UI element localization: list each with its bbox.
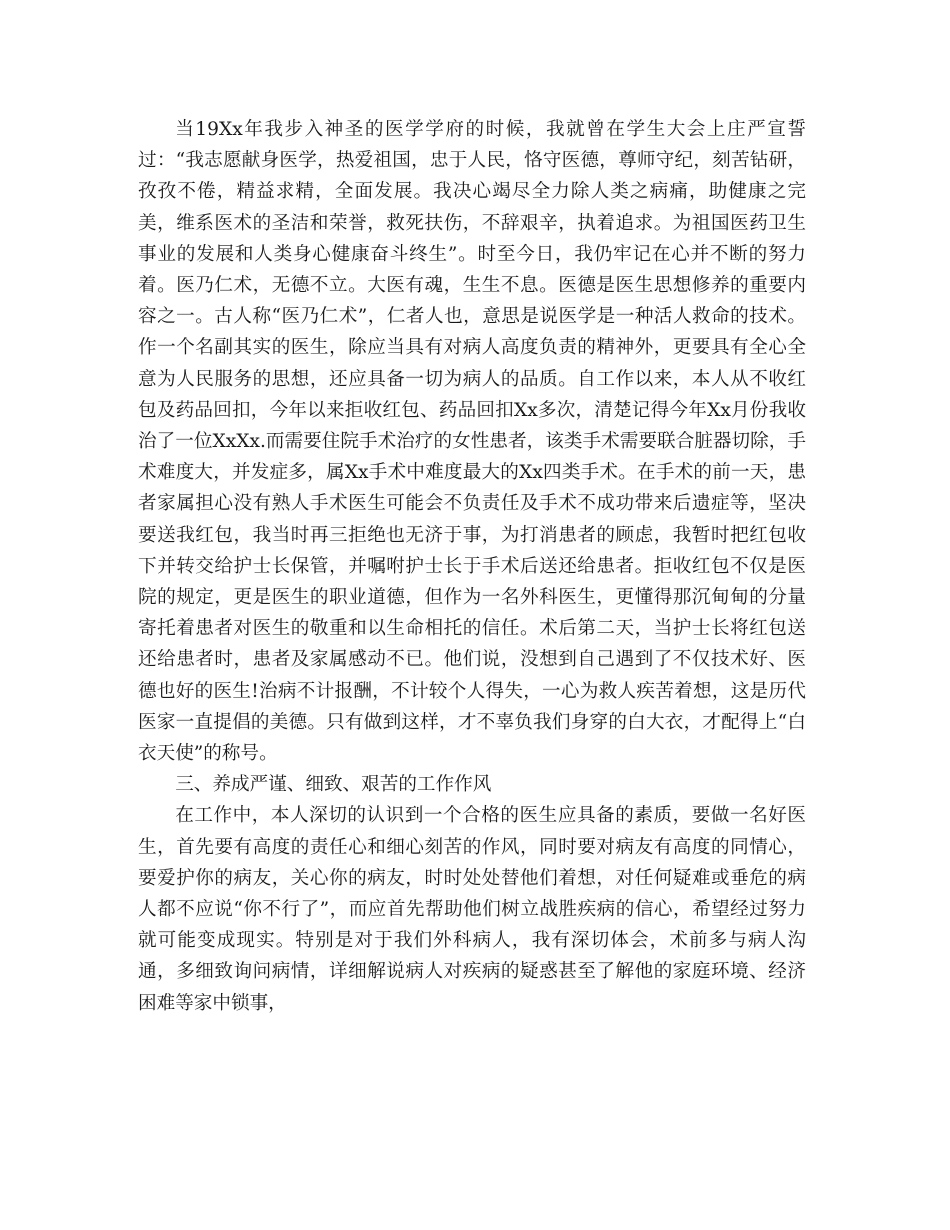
section-heading: 三、养成严谨、细致、艰苦的工作作风 xyxy=(175,774,492,796)
paragraph-work-style: 在工作中，本人深切的认识到一个合格的医生应具备的素质，要做一名好医生，首先要有高度的责任心和细心刻苦的作风，同时要对病友有高度的同情心，要爱护你的病友，关心你的病友，时时处处替他们着想，对任何疑难或垂危的病人都不应说“你不行了”，而应首先帮助他们树立战胜疾病的信心，希望经过努力就可能变成现实。特别是对于我们外科病人，我有深切体会，术前多与病人沟通，多细致询问病情，详细解说病人对疾病的疑惑甚至了解他的家庭环境、经济困难等家中锁事， xyxy=(138,805,806,1014)
document-body xyxy=(138,114,806,1019)
paragraph-oath-and-ethics: 当19Xx年我步入神圣的医学学府的时候，我就曾在学生大会上庄严宣誓过：“我志愿献身医学，热爱祖国，忠于人民，恪守医德，尊师守纪，刻苦钻研，孜孜不倦，精益求精，全面发展。我决心竭尽全力除人类之病痛，助健康之完美，维系医术的圣洁和荣誉，救死扶伤，不辞艰辛，执着追求。为祖国医药卫生事业的发展和人类身心健康奋斗终生”。时至今日，我仍牢记在心并不断的努力着。医乃仁术，无德不立。大医有魂，生生不息。医德是医生思想修养的重要内容之一。古人称“医乃仁术”，仁者人也，意思是说医学是一种活人救命的技术。作一个名副其实的医生，除应当具有对病人高度负责的精神外，更要具有全心全意为人民服务的思想，还应具备一切为病人的品质。自工作以来，本人从不收红包及药品回扣，今年以来拒收红包、药品回扣Xx多次，清楚记得今年Xx月份我收治了一位XxXx.而需要住院手术治疗的女性患者，该类手术需要联合脏器切除，手术难度大，并发症多，属Xx手术中难度最大的Xx四类手术。在手术的前一天，患者家属担心没有熟人手术医生可能会不负责任及手术不成功带来后遗症等，坚决要送我红包，我当时再三拒绝也无济于事，为打消患者的顾虑，我暂时把红包收下并转交给护士长保管，并嘱咐护士长于手术后送还给患者。拒收红包不仅是医院的规定，更是医生的职业道德，但作为一名外科医生，更懂得那沉甸甸的分量寄托着患者对医生的敬重和以生命相托的信任。术后第二天，当护士长将红包送还给患者时，患者及家属感动不已。他们说，没想到自己遇到了不仅技术好、医德也好的医生!治病不计报酬，不计较个人得失，一心为救人疾苦着想，这是历代医家一直提倡的美德。只有做到这样，才不辜负我们身穿的白大衣，才配得上“白衣天使”的称号。 xyxy=(138,119,806,765)
